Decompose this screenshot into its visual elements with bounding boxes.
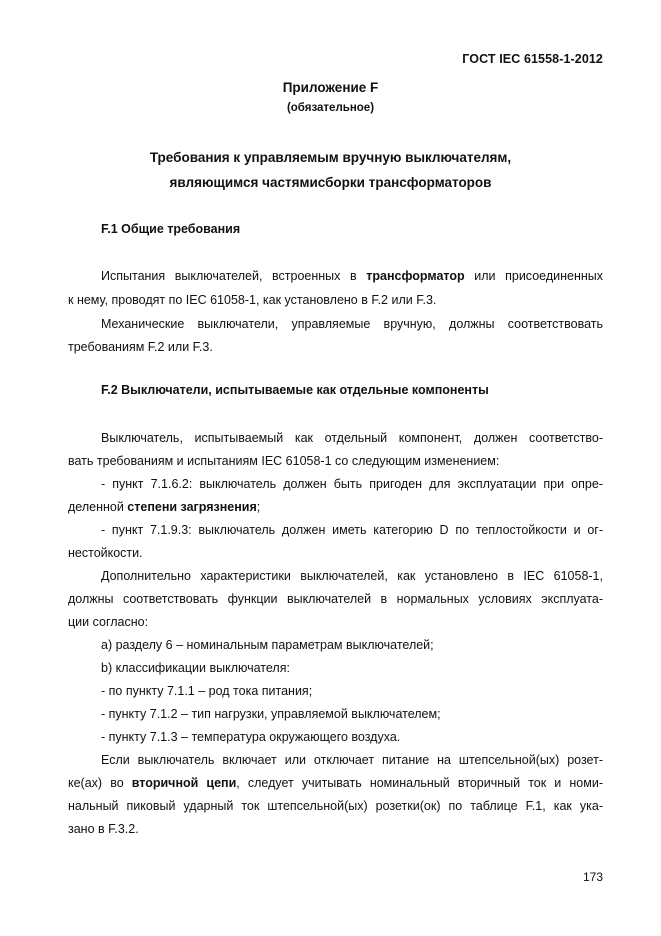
text-run: Испытания выключателей, встроенных в (101, 269, 367, 283)
text-run: ; (256, 500, 261, 514)
list-item-line: a) разделу 6 – номинальным параметрам выключателей; (101, 638, 434, 652)
section-heading-f2: F.2 Выключатели, испытываемые как отдельные компоненты (101, 383, 489, 397)
text-run: или присоединенных (464, 269, 603, 283)
paragraph-line (101, 268, 603, 284)
text-run: деленной (68, 500, 128, 514)
paragraph-line (68, 775, 603, 791)
appendix-status: (обязательное) (286, 102, 375, 114)
bold-term: трансформатор (366, 269, 465, 283)
list-item-line: - пункту 7.1.3 – температура окружающего воздуха. (101, 730, 401, 744)
page-number: 173 (582, 870, 603, 884)
list-item-line: - по пункту 7.1.1 – род тока питания; (101, 684, 313, 698)
list-item-line: - пункт 7.1.9.3: выключатель должен иметь категорию D по теплостойкости и ог- (101, 523, 603, 537)
paragraph-line: Выключатель, испытываемый как отдельный компонент, должен соответство- (101, 431, 603, 445)
list-item-line: - пункту 7.1.2 – тип нагрузки, управляемой выключателем; (101, 707, 441, 721)
paragraph-line: Если выключатель включает или отключает питание на штепсельной(ых) розет- (101, 753, 603, 767)
text-run: ке(ах) во (68, 776, 132, 790)
paragraph-line: вать требованиям и испытаниям IEC 61058-1 со следующим изменением: (68, 454, 500, 468)
paragraph-line: к нему, проводят по IEC 61058-1, как установлено в F.2 или F.3. (68, 293, 437, 307)
paragraph-line: должны соответствовать функции выключателей в нормальных условиях эксплуата- (68, 592, 603, 606)
list-item-line: b) классификации выключателя: (101, 661, 290, 675)
paragraph-line: Механические выключатели, управляемые вручную, должны соответствовать (101, 317, 603, 331)
bold-term: степени загрязнения (127, 500, 257, 514)
paragraph-line: зано в F.3.2. (68, 822, 139, 836)
standard-number: ГОСТ IEC 61558-1-2012 (462, 52, 603, 66)
list-item-line: - пункт 7.1.6.2: выключатель должен быть пригоден для эксплуатации при опре- (101, 477, 603, 491)
paragraph-line: нальный пиковый ударный ток штепсельной(ых) розетки(ок) по таблице F.1, как ука- (68, 799, 603, 813)
appendix-title: Приложение F (282, 80, 379, 95)
paragraph-line: требованиям F.2 или F.3. (68, 340, 213, 354)
bold-term: вторичной цепи (131, 776, 237, 790)
appendix-heading-line-1: Требования к управляемым вручную выключателям, (149, 150, 512, 165)
section-heading-f1: F.1 Общие требования (101, 222, 241, 236)
text-run: , следует учитывать номинальный вторичный ток и номи- (236, 776, 603, 790)
paragraph-line: ции согласно: (68, 615, 149, 629)
appendix-heading-line-2: являющимся частямисборки трансформаторов (169, 175, 492, 190)
paragraph-line: Дополнительно характеристики выключателей, как установлено в IEC 61058-1, (101, 569, 603, 583)
list-item-line (68, 499, 603, 515)
list-item-line: нестойкости. (68, 546, 143, 560)
